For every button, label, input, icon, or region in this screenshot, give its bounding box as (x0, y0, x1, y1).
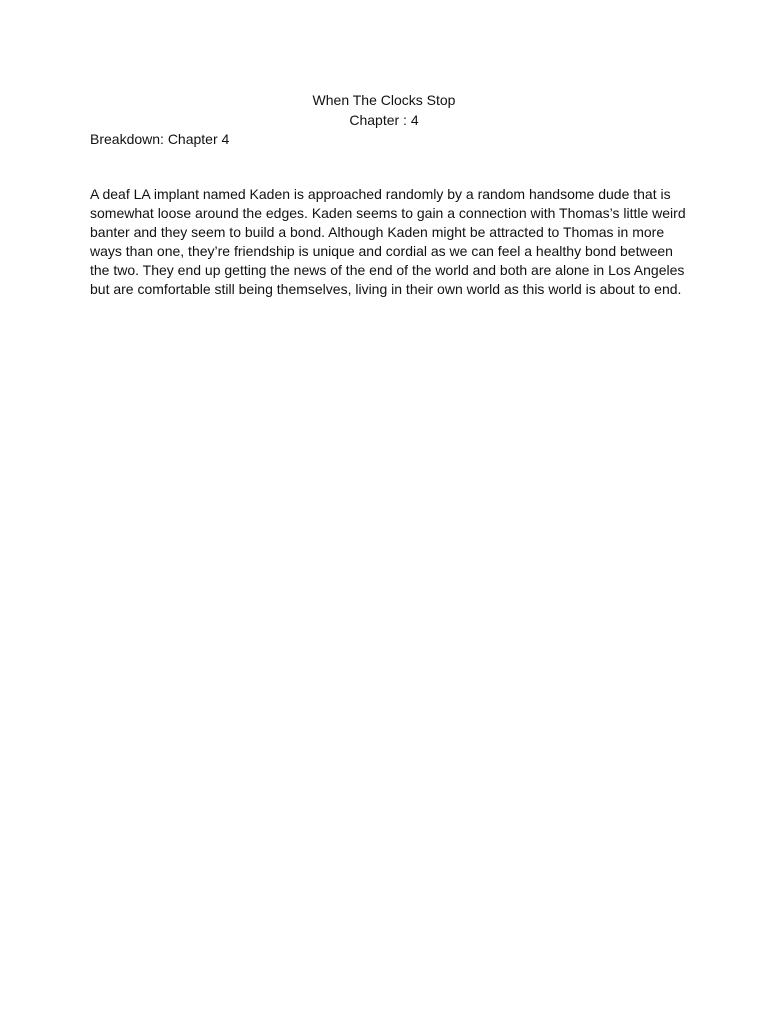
chapter-label: Chapter : 4 (349, 112, 419, 128)
paragraph-line: but are comfortable still being themselves, living in their own world as this world is about to end. (90, 281, 682, 297)
paragraph-line: the two. They end up getting the news of the end of the world and both are alone in Los Angeles (90, 262, 685, 278)
paragraph-line: ways than one, they’re friendship is unique and cordial as we can feel a healthy bond between (90, 243, 673, 259)
document-title: When The Clocks Stop (312, 92, 456, 108)
paragraph-line: A deaf LA implant named Kaden is approached randomly by a random handsome dude that is (90, 186, 671, 202)
paragraph-line: somewhat loose around the edges. Kaden seems to gain a connection with Thomas’s little weird (90, 205, 686, 221)
breakdown-paragraph (90, 185, 690, 299)
breakdown-heading: Breakdown: Chapter 4 (90, 131, 230, 147)
paragraph-line: banter and they seem to build a bond. Although Kaden might be attracted to Thomas in more (90, 224, 665, 240)
